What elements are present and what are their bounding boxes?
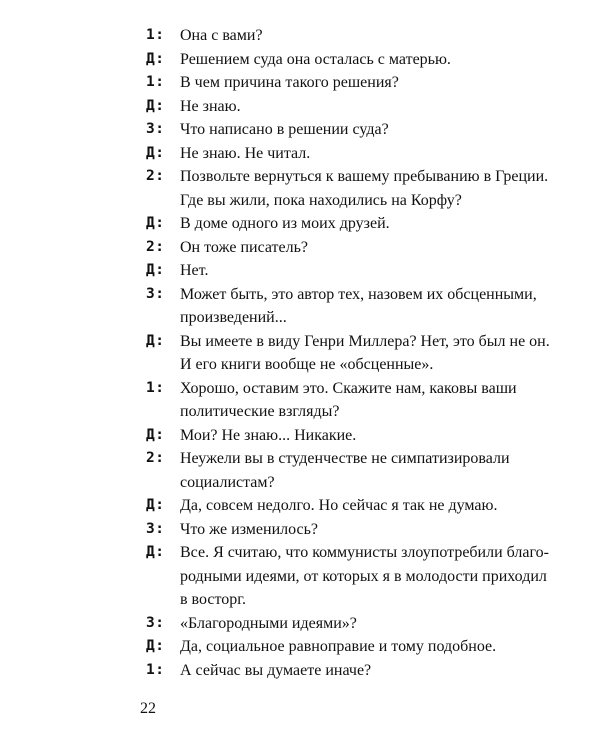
utterance-line: В чем причина такого решения? xyxy=(180,74,399,91)
utterance-line: в восторг. xyxy=(180,591,247,608)
utterance-line: «Благородными идеями»? xyxy=(180,614,357,632)
utterance-text xyxy=(180,377,546,424)
utterance-text xyxy=(180,541,549,612)
speaker-label: Д: xyxy=(146,426,165,443)
dialogue-line xyxy=(146,212,546,236)
utterance-text xyxy=(180,236,546,260)
utterance-text xyxy=(180,71,546,95)
utterance-text xyxy=(180,142,546,166)
utterance-text xyxy=(180,612,546,636)
utterance-line: произведений... xyxy=(180,309,287,326)
speaker-label: Д: xyxy=(146,332,165,349)
dialogue-line xyxy=(146,71,546,95)
utterance-line: Да, совсем недолго. Но сейчас я так не думаю. xyxy=(180,497,498,514)
speaker-label: 3: xyxy=(146,285,165,302)
utterance-line: Она с вами? xyxy=(180,27,263,44)
utterance-text xyxy=(180,48,546,72)
utterance-text xyxy=(180,95,546,119)
utterance-line: Что написано в решении суда? xyxy=(180,121,389,138)
utterance-line: Может быть, это автор тех, назовем их обсценными, xyxy=(180,285,537,303)
utterance-line: Вы имеете в виду Генри Миллера? Нет, это был не он. xyxy=(180,332,550,350)
speaker-label: 3: xyxy=(146,614,165,631)
dialogue-line xyxy=(146,330,550,377)
speaker-label: 1: xyxy=(146,27,165,43)
utterance-text xyxy=(180,24,546,48)
utterance-line: В доме одного из моих друзей. xyxy=(180,215,390,232)
utterance-line: Он тоже писатель? xyxy=(180,238,309,256)
utterance-text xyxy=(180,518,546,542)
dialogue-line xyxy=(146,236,546,260)
dialogue-line xyxy=(146,635,546,659)
speaker-label: 3: xyxy=(146,520,165,537)
speaker-label: 3: xyxy=(146,121,165,137)
utterance-line: Да, социальное равноправие и тому подобное. xyxy=(180,638,497,655)
dialogue-line xyxy=(146,377,546,424)
utterance-line: Не знаю. Не читал. xyxy=(180,144,311,162)
dialogue-line xyxy=(146,612,546,636)
dialogue-line xyxy=(146,494,546,518)
utterance-text xyxy=(180,447,546,494)
utterance-text xyxy=(180,283,546,330)
dialogue-line xyxy=(146,118,546,142)
utterance-text xyxy=(180,165,548,212)
utterance-line: социалистам? xyxy=(180,473,275,491)
utterance-line: Неужели вы в студенчестве не симпатизировали xyxy=(180,450,510,467)
utterance-line: родными идеями, от которых я в молодости приходил xyxy=(180,567,547,585)
speaker-label: 1: xyxy=(146,74,165,90)
utterance-text xyxy=(180,330,550,377)
utterance-text xyxy=(180,424,546,448)
speaker-label: Д: xyxy=(146,497,165,513)
dialogue-line xyxy=(146,165,549,212)
dialogue-line xyxy=(146,95,546,119)
dialogue-line xyxy=(146,283,546,330)
speaker-label: Д: xyxy=(146,50,165,67)
utterance-line: Решением суда она осталась с матерью. xyxy=(180,50,451,68)
utterance-line: Позвольте вернуться к вашему пребыванию в Греции. xyxy=(180,168,549,185)
speaker-label: Д: xyxy=(146,262,165,278)
utterance-text xyxy=(180,212,546,236)
dialogue-transcript xyxy=(146,24,550,682)
speaker-label: 2: xyxy=(146,450,165,466)
speaker-label: Д: xyxy=(146,144,165,161)
utterance-line: И его книги вообще не «обсценные». xyxy=(180,356,434,373)
speaker-label: Д: xyxy=(146,544,165,560)
utterance-line: Где вы жили, пока находились на Корфу? xyxy=(180,191,462,209)
dialogue-line xyxy=(146,518,546,542)
utterance-line: Что же изменилось? xyxy=(180,520,319,538)
utterance-text xyxy=(180,118,546,142)
utterance-text xyxy=(180,259,546,283)
dialogue-line xyxy=(146,447,546,494)
speaker-label: Д: xyxy=(146,97,165,114)
utterance-text xyxy=(180,494,546,518)
dialogue-line xyxy=(146,541,549,612)
dialogue-line xyxy=(146,142,546,166)
speaker-label: 2: xyxy=(146,238,165,255)
utterance-text xyxy=(180,635,546,659)
utterance-line: Хорошо, оставим это. Скажите нам, каковы ваши xyxy=(180,379,517,397)
speaker-label: Д: xyxy=(146,215,165,231)
utterance-line: А сейчас вы думаете иначе? xyxy=(180,661,372,679)
utterance-text xyxy=(180,659,546,683)
speaker-label: 1: xyxy=(146,379,165,396)
utterance-line: Все. Я считаю, что коммунисты злоупотребили благо- xyxy=(180,544,549,561)
page-number: 22 xyxy=(140,700,156,717)
dialogue-line xyxy=(146,48,546,72)
dialogue-line xyxy=(146,24,546,48)
dialogue-line xyxy=(146,259,546,283)
utterance-line: Нет. xyxy=(180,262,209,279)
utterance-line: политические взгляды? xyxy=(180,403,340,420)
speaker-label: Д: xyxy=(146,638,165,654)
speaker-label: 1: xyxy=(146,661,165,678)
dialogue-line xyxy=(146,424,546,448)
utterance-line: Не знаю. xyxy=(180,97,241,115)
dialogue-line xyxy=(146,659,546,683)
utterance-line: Мои? Не знаю... Никакие. xyxy=(180,426,357,444)
speaker-label: 2: xyxy=(146,168,165,184)
